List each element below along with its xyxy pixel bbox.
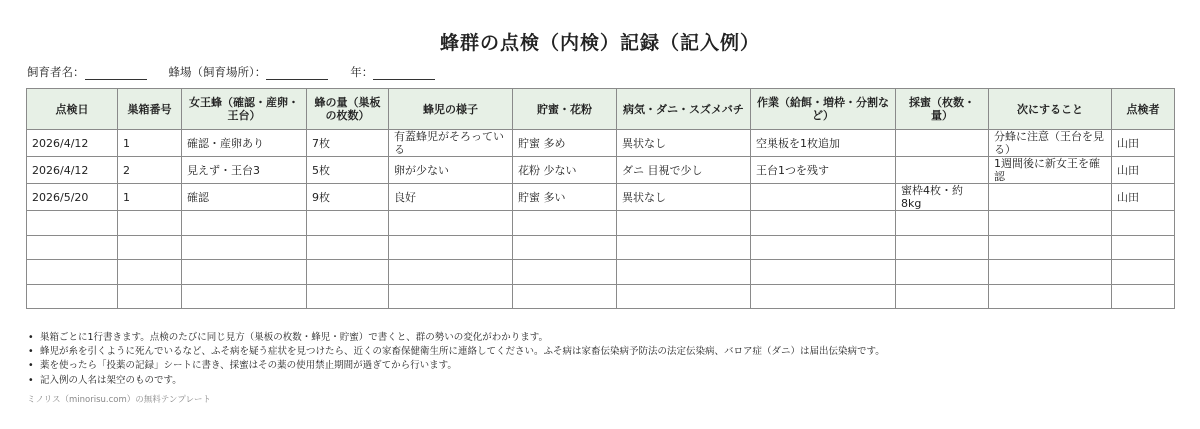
table-cell[interactable] <box>182 211 307 236</box>
table-cell[interactable]: 確認 <box>182 184 307 211</box>
notes-list <box>27 331 885 388</box>
table-cell[interactable] <box>617 260 751 285</box>
table-cell[interactable]: 2026/4/12 <box>27 157 118 184</box>
table-row <box>27 157 1175 184</box>
table-row <box>27 284 1175 309</box>
table-cell[interactable]: 王台1つを残す <box>751 157 896 184</box>
table-cell[interactable]: ダニ 目視で少し <box>617 157 751 184</box>
table-cell[interactable] <box>513 284 617 309</box>
header-disease: 病気・ダニ・スズメバチ <box>617 89 751 130</box>
header-inspection-date: 点検日 <box>27 89 118 130</box>
table-cell[interactable] <box>751 211 896 236</box>
year-field <box>350 64 435 80</box>
table-cell[interactable] <box>896 211 989 236</box>
table-cell[interactable]: 貯蜜 多い <box>513 184 617 211</box>
inspection-table <box>26 88 1175 309</box>
header-inspector: 点検者 <box>1112 89 1175 130</box>
table-cell[interactable]: 山田 <box>1112 130 1175 157</box>
table-cell[interactable]: 有蓋蜂児がそろっている <box>389 130 513 157</box>
table-cell[interactable] <box>1112 260 1175 285</box>
table-cell[interactable] <box>389 260 513 285</box>
table-cell[interactable] <box>307 235 389 260</box>
table-cell[interactable]: 分蜂に注意（王台を見る） <box>989 130 1112 157</box>
table-cell[interactable] <box>182 284 307 309</box>
table-row <box>27 211 1175 236</box>
table-cell[interactable] <box>751 260 896 285</box>
table-cell[interactable] <box>617 284 751 309</box>
table-cell[interactable] <box>182 260 307 285</box>
note-item: • 薬を使ったら「投薬の記録」シートに書き、採蜜はその薬の使用禁止期間が過ぎてから行います。 <box>27 359 885 373</box>
table-cell[interactable] <box>307 211 389 236</box>
table-cell[interactable] <box>1112 211 1175 236</box>
apiary-field <box>169 64 329 80</box>
table-cell[interactable]: 1週間後に新女王を確認 <box>989 157 1112 184</box>
header-harvest: 採蜜（枚数・量） <box>896 89 989 130</box>
table-cell[interactable]: 7枚 <box>307 130 389 157</box>
table-cell[interactable]: 空巣板を1枚追加 <box>751 130 896 157</box>
header-hive-number: 巣箱番号 <box>118 89 182 130</box>
apiary-blank[interactable] <box>266 67 328 80</box>
table-cell[interactable] <box>896 130 989 157</box>
table-cell[interactable]: 2 <box>118 157 182 184</box>
table-cell[interactable] <box>513 211 617 236</box>
table-cell[interactable] <box>389 284 513 309</box>
table-cell[interactable] <box>989 184 1112 211</box>
note-item: • 巣箱ごとに1行書きます。点検のたびに同じ見方（巣板の枚数・蜂児・貯蜜）で書くと、群の勢いの変化がわかります。 <box>27 331 885 345</box>
header-next-action: 次にすること <box>989 89 1112 130</box>
table-cell[interactable]: 貯蜜 多め <box>513 130 617 157</box>
table-cell[interactable] <box>118 211 182 236</box>
table-cell[interactable] <box>989 284 1112 309</box>
header-honey-pollen: 貯蜜・花粉 <box>513 89 617 130</box>
table-cell[interactable]: 確認・産卵あり <box>182 130 307 157</box>
table-row <box>27 235 1175 260</box>
table-header-row <box>27 89 1175 130</box>
table-cell[interactable] <box>989 235 1112 260</box>
table-cell[interactable] <box>896 284 989 309</box>
year-blank[interactable] <box>373 67 435 80</box>
header-brood: 蜂児の様子 <box>389 89 513 130</box>
table-cell[interactable]: 2026/4/12 <box>27 130 118 157</box>
table-cell[interactable]: 異状なし <box>617 184 751 211</box>
table-cell[interactable] <box>1112 284 1175 309</box>
table-cell[interactable] <box>389 211 513 236</box>
table-cell[interactable]: 山田 <box>1112 184 1175 211</box>
table-cell[interactable] <box>389 235 513 260</box>
table-cell[interactable]: 異状なし <box>617 130 751 157</box>
table-cell[interactable] <box>27 235 118 260</box>
table-cell[interactable] <box>118 235 182 260</box>
table-cell[interactable]: 9枚 <box>307 184 389 211</box>
table-cell[interactable] <box>118 260 182 285</box>
table-cell[interactable]: 見えず・王台3 <box>182 157 307 184</box>
table-cell[interactable]: 1 <box>118 184 182 211</box>
table-cell[interactable] <box>617 235 751 260</box>
table-row <box>27 260 1175 285</box>
table-cell[interactable] <box>896 157 989 184</box>
table-row <box>27 184 1175 211</box>
table-cell[interactable] <box>751 284 896 309</box>
apiary-label: 蜂場（飼育場所）： <box>168 65 267 79</box>
table-cell[interactable] <box>27 260 118 285</box>
header-bee-amount: 蜂の量（巣板の枚数） <box>307 89 389 130</box>
table-cell[interactable] <box>182 235 307 260</box>
table-row <box>27 130 1175 157</box>
table-cell[interactable]: 花粉 少ない <box>513 157 617 184</box>
record-meta <box>27 64 435 80</box>
table-cell[interactable] <box>118 284 182 309</box>
page-title: 蜂群の点検（内検）記録（記入例） <box>439 32 760 54</box>
table-cell[interactable] <box>307 260 389 285</box>
table-cell[interactable] <box>896 235 989 260</box>
table-cell[interactable] <box>989 260 1112 285</box>
table-cell[interactable]: 蜜枠4枚・約8kg <box>896 184 989 211</box>
table-cell[interactable]: 2026/5/20 <box>27 184 118 211</box>
table-cell[interactable] <box>751 184 896 211</box>
table-cell[interactable] <box>1112 235 1175 260</box>
note-item: • 記入例の人名は架空のものです。 <box>27 374 885 388</box>
table-cell[interactable] <box>307 284 389 309</box>
table-cell[interactable] <box>751 235 896 260</box>
table-cell[interactable] <box>989 211 1112 236</box>
note-item: • 蜂児が糸を引くように死んでいるなど、ふそ病を疑う症状を見つけたら、近くの家畜保健衛生所に連絡してください。ふそ病は家畜伝染病予防法の法定伝染病、バロア症（ダニ）は届出伝染病です。 <box>27 345 885 359</box>
header-queen: 女王蜂（確認・産卵・王台） <box>182 89 307 130</box>
table-cell[interactable]: 卵が少ない <box>389 157 513 184</box>
table-cell[interactable] <box>27 284 118 309</box>
table-cell[interactable] <box>513 260 617 285</box>
table-cell[interactable]: 5枚 <box>307 157 389 184</box>
table-cell[interactable] <box>617 211 751 236</box>
keeper-blank[interactable] <box>85 67 147 80</box>
keeper-label: 飼育者名： <box>27 65 85 79</box>
table-cell[interactable]: 山田 <box>1112 157 1175 184</box>
table-cell[interactable] <box>513 235 617 260</box>
keeper-field <box>27 64 147 80</box>
footer-credit: ミノリス（minorisu.com）の無料テンプレート <box>27 395 211 405</box>
table-cell[interactable] <box>27 211 118 236</box>
table-cell[interactable] <box>896 260 989 285</box>
table-cell[interactable]: 良好 <box>389 184 513 211</box>
table-cell[interactable]: 1 <box>118 130 182 157</box>
year-label: 年： <box>350 65 374 79</box>
header-work: 作業（給餌・増枠・分割など） <box>751 89 896 130</box>
